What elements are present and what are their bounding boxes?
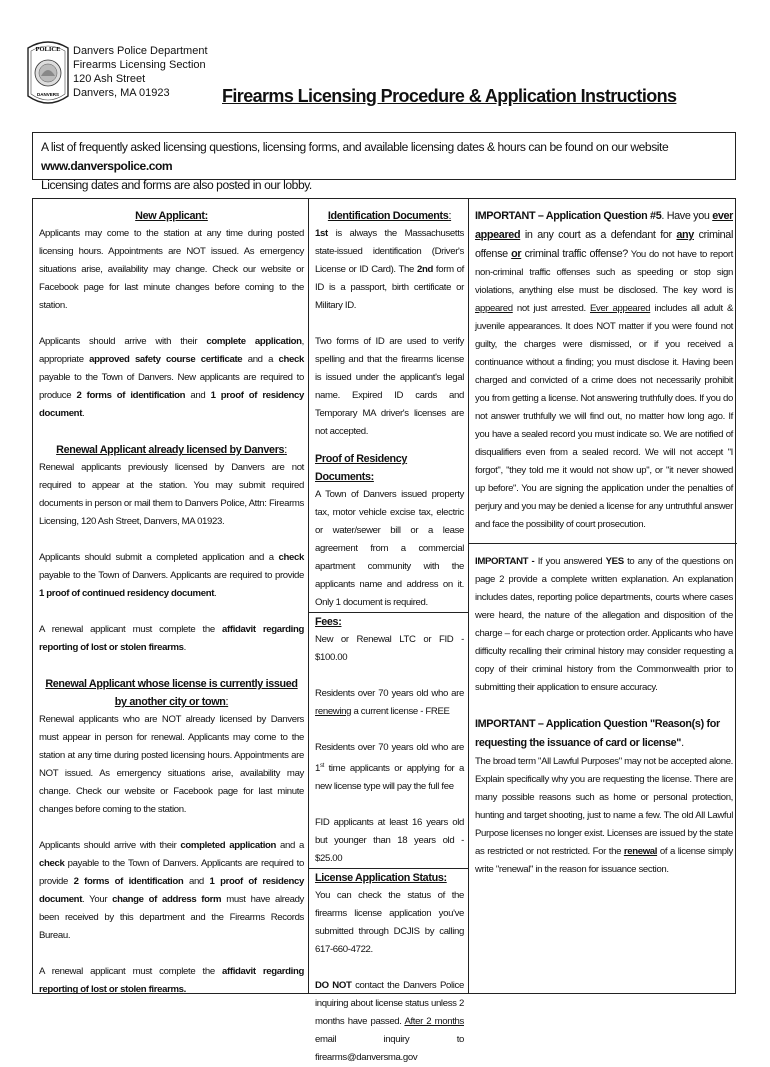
- documents-fees-column: [309, 199, 469, 1064]
- document-title: Firearms Licensing Procedure & Application Instructions: [222, 86, 677, 106]
- identification-primary-text: 1st is always the Massachusetts state-issued identification (Driver's License or ID Card). The 2nd form of ID is a passport, birth certificate or Military ID.: [315, 228, 464, 311]
- dept-name: Danvers Police Department: [73, 45, 208, 57]
- renewal-other-town-heading: Renewal Applicant whose license is currently issued by another city or town:: [45, 678, 298, 708]
- renewal-other-town-requirements: Applicants should arrive with their completed application and a check payable to the Town of Danvers. Applicants are required to provide 2 forms of identification and 1 proof of residency document. Your change of address form must have already been received by this department and the Firearms Records Bureau.: [39, 840, 304, 941]
- renewal-danvers-heading: Renewal Applicant already licensed by Danvers:: [56, 444, 287, 456]
- department-address-block: [73, 44, 208, 100]
- dept-city: Danvers, MA 01923: [73, 87, 170, 99]
- instructions-table: [32, 198, 736, 1064]
- identification-heading: Identification Documents:: [327, 210, 452, 222]
- reason-question-heading: IMPORTANT – Application Question "Reason(s) for requesting the issuance of card or license".: [475, 718, 720, 749]
- fees-heading: Fees:: [315, 616, 342, 628]
- residency-text: A Town of Danvers issued property tax, motor vehicle excise tax, electric or water/sewer bill or a lease agreement from a commercial apartment community with the applicants name and address on it. Only 1 document is required.: [315, 489, 464, 608]
- dept-section: Firearms Licensing Section: [73, 59, 206, 71]
- renewal-danvers-mail-text: Renewal applicants previously licensed by Danvers are not required to appear at the station. You may submit required documents in person or mail them to Danvers Police, Attn: Firearms Licensing, 120 Ash Street, Danvers, MA 01923.: [39, 462, 304, 527]
- intro-notice-box: [32, 132, 736, 192]
- important-notices-column: [469, 199, 737, 993]
- website-link[interactable]: www.danverspolice.com: [41, 159, 173, 173]
- new-applicant-hours-text: Applicants may come to the station at any time during posted licensing hours. Appointments are NOT issued. As emergency situations arise, availability may change. Check our website or Facebook page for last minute changes before coming to the station.: [39, 228, 304, 311]
- applicant-column: [33, 199, 309, 993]
- new-applicant-heading: New Applicant:: [135, 210, 208, 222]
- renewal-other-town-text: Renewal applicants who are NOT already licensed by Danvers must appear in person for renewal. Applicants may come to the station at any time during posted licensing hours. Appointments are NOT issued. As emergency situations arise, availability may change. Check our website or Facebook page for last minute changes before coming to the station.: [39, 714, 304, 815]
- intro-text: A list of frequently asked licensing questions, licensing forms, and available licensing dates & hours can be found on our website: [41, 140, 669, 154]
- fees-standard: New or Renewal LTC or FID - $100.00: [315, 634, 464, 663]
- fees-fid-minor: FID applicants at least 16 years old but younger than 18 years old - $25.00: [315, 817, 464, 865]
- svg-text:POLICE: POLICE: [35, 46, 61, 53]
- question5-notice: IMPORTANT – Application Question #5. Have you ever appeared in any court as a defendant for any criminal offense or criminal traffic offense? You do not have to report non-criminal traffic offenses such as speeding or stop sign violations, anything else must be disclosed. The key word is appeared not just arrested. Ever appeared includes all adult & juvenile appearances. It does NOT matter if you were found not guilty, the charges were dismissed, or if you received a continuance without a finding; you must disclose it. Having been charged and convicted of a crime does not necessarily prohibit you from getting a license. Not answering truthfully does. If you do not answer truthfully we will find out, no matter how long ago. If you have a sealed record you must indicate so. We are notified of disqualifiers even from a sealed record. We will not accept "I forgot", "they told me it would not show up", or "it never showed up before". You are signing the application under the penalties of perjury and you may be denied a license for any untruthful answer and face the possibility of court prosecution.: [475, 210, 734, 530]
- license-status-heading: License Application Status:: [315, 872, 447, 885]
- svg-text:DANVERS: DANVERS: [36, 92, 60, 97]
- fees-senior-renewal: Residents over 70 years old who are renewing a current license - FREE: [315, 688, 464, 717]
- yes-answers-notice: IMPORTANT - If you answered YES to any of the questions on page 2 provide a complete written explanation. An explanation includes dates, reporting police departments, courts where cases were heard, the nature of the allegation and disposition of the charge – for each charge or protection order. Applicants who have difficulty recalling their criminal history may consider requesting a copy of their criminal history from the Commonwealth prior to submitting their application to ensure accuracy.: [475, 556, 734, 693]
- license-status-contact-text: DO NOT contact the Danvers Police inquiring about license status unless 2 months have passed. After 2 months email inquiry to firearms@danversma.gov: [315, 980, 464, 1064]
- fees-senior-new: Residents over 70 years old who are 1st time applicants or applying for a new license type will pay the full fee: [315, 742, 464, 793]
- reason-question-text: The broad term "All Lawful Purposes" may not be accepted alone. Explain specifically why you are requesting the license. There are many possible reasons such as home or personal protection, hunting and target shooting, just to name a few. The old All Lawful Purpose licenses no longer exist. Licenses are issued by the state as restricted or not restricted. For the renewal of a license simply write "renewal" in the reason for issuance section.: [475, 756, 733, 875]
- dept-street: 120 Ash Street: [73, 73, 146, 85]
- police-seal-logo: [24, 38, 72, 110]
- residency-heading: Proof of Residency Documents:: [315, 453, 408, 483]
- identification-verify-text: Two forms of ID are used to verify spelling and that the firearms license is issued under the applicant's legal name. Expired ID cards and Temporary MA driver's licenses are not accepted.: [315, 336, 464, 437]
- license-status-text: You can check the status of the firearms license application you've submitted through DCJIS by calling 617-660-4722.: [315, 890, 464, 956]
- new-applicant-requirements: Applicants should arrive with their complete application, appropriate approved safety course certificate and a check payable to the Town of Danvers. New applicants are required to produce 2 forms of identification and 1 proof of residency document.: [39, 336, 304, 419]
- renewal-other-town-affidavit: A renewal applicant must complete the affidavit regarding reporting of lost or stolen firearms.: [39, 966, 304, 995]
- intro-lobby-text: Licensing dates and forms are also posted in our lobby.: [41, 178, 312, 192]
- renewal-danvers-requirements: Applicants should submit a completed application and a check payable to the Town of Danvers. Applicants are required to provide 1 proof of continued residency document.: [39, 552, 304, 599]
- renewal-danvers-affidavit: A renewal applicant must complete the affidavit regarding reporting of lost or stolen firearms.: [39, 624, 304, 653]
